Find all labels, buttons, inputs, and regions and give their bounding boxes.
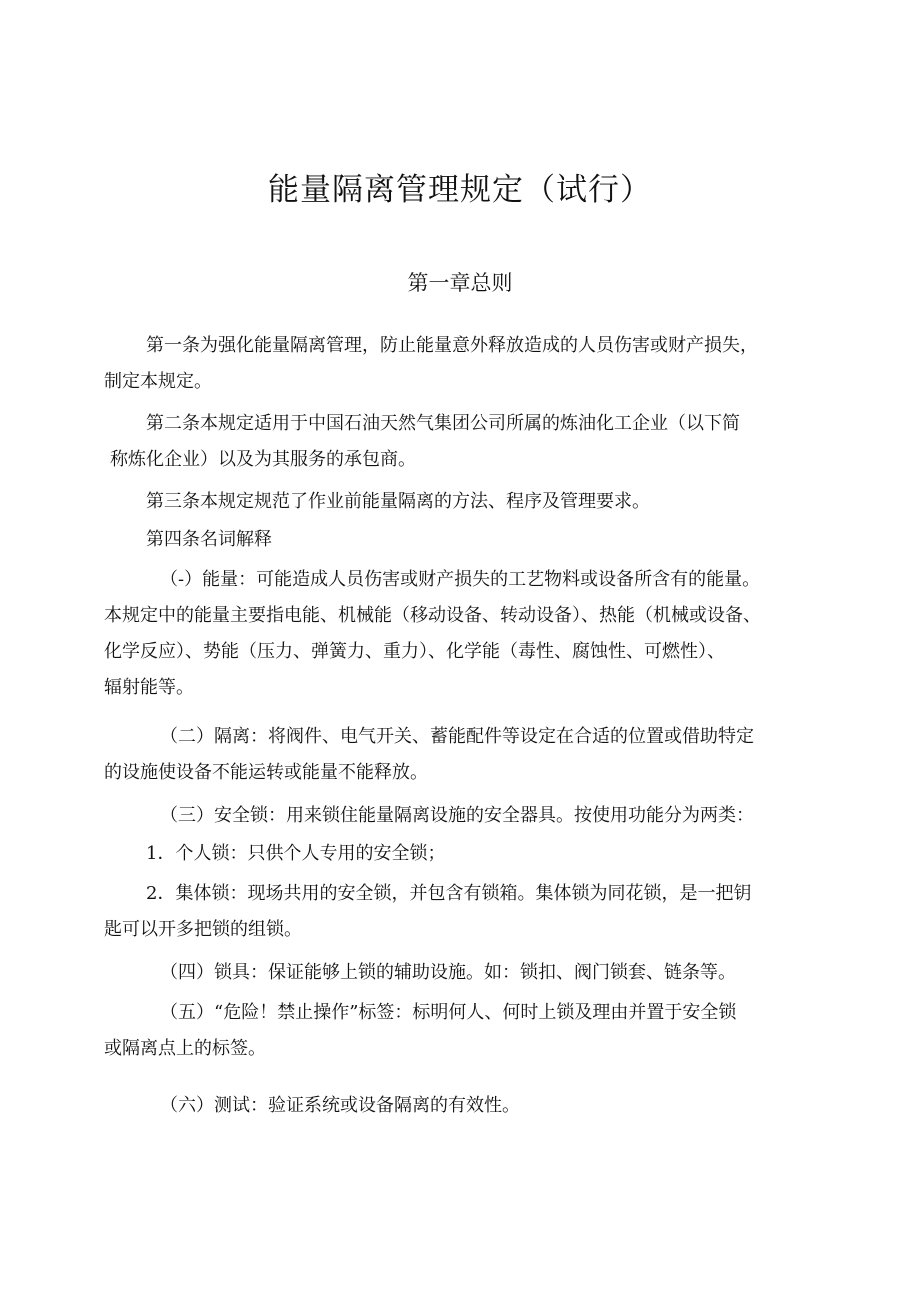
text-line: 本规定中的能量主要指电能、机械能（移动设备、转动设备）、热能（机械或设备、 bbox=[104, 605, 761, 626]
text-line: （四）锁具：保证能够上锁的辅助设施。如：锁扣、阀门锁套、链条等。 bbox=[160, 962, 736, 983]
text-line: 匙可以开多把锁的组锁。 bbox=[104, 919, 302, 940]
text-line: （六）测试：验证系统或设备隔离的有效性。 bbox=[160, 1095, 520, 1116]
text-line: 2．集体锁：现场共用的安全锁，并包含有锁箱。集体锁为同花锁，是一把钥 bbox=[146, 883, 752, 904]
definition-group-lock bbox=[104, 876, 826, 948]
text-line: （二）隔离：将阀件、电气开关、蓄能配件等设定在合适的位置或借助特定 bbox=[160, 726, 754, 747]
article-3 bbox=[104, 484, 826, 520]
text-line: 第一条为强化能量隔离管理，防止能量意外释放造成的人员伤害或财产损失， bbox=[146, 335, 758, 356]
definition-personal-lock bbox=[104, 836, 826, 872]
text-line: 称炼化企业）以及为其服务的承包商。 bbox=[110, 449, 416, 470]
text-line: （五）“危险！禁止操作”标签：标明何人、何时上锁及理由并置于安全锁 bbox=[160, 1002, 737, 1023]
article-4 bbox=[104, 522, 826, 558]
text-line: （三）安全锁：用来锁住能量隔离设施的安全器具。按使用功能分为两类： bbox=[160, 805, 754, 826]
definition-energy bbox=[104, 562, 826, 706]
chapter-heading: 第一章总则 bbox=[407, 271, 513, 295]
article-2 bbox=[104, 406, 826, 478]
text-line: 辐射能等。 bbox=[104, 677, 194, 698]
definition-isolation bbox=[104, 719, 826, 791]
text-line: （-）能量：可能造成人员伤害或财产损失的工艺物料或设备所含有的能量。 bbox=[160, 569, 761, 590]
text-line: 化学反应）、势能（压力、弹簧力、重力）、化学能（毒性、腐蚀性、可燃性）、 bbox=[104, 641, 725, 662]
text-line: 1．个人锁：只供个人专用的安全锁； bbox=[146, 843, 446, 864]
definition-danger-tag bbox=[104, 995, 826, 1067]
definition-test bbox=[104, 1088, 826, 1124]
definition-safety-lock bbox=[104, 798, 826, 834]
text-line: 第二条本规定适用于中国石油天然气集团公司所属的炼油化工企业（以下简 bbox=[146, 413, 740, 434]
text-line: 制定本规定。 bbox=[104, 371, 212, 392]
document-title: 能量隔离管理规定（试行） bbox=[268, 172, 652, 208]
article-1 bbox=[104, 328, 826, 400]
text-line: 第三条本规定规范了作业前能量隔离的方法、程序及管理要求。 bbox=[146, 491, 650, 512]
definition-lock-device bbox=[104, 955, 826, 991]
text-line: 或隔离点上的标签。 bbox=[104, 1038, 266, 1059]
text-line: 第四条名词解释 bbox=[146, 529, 272, 550]
text-line: 的设施使设备不能运转或能量不能释放。 bbox=[104, 762, 428, 783]
